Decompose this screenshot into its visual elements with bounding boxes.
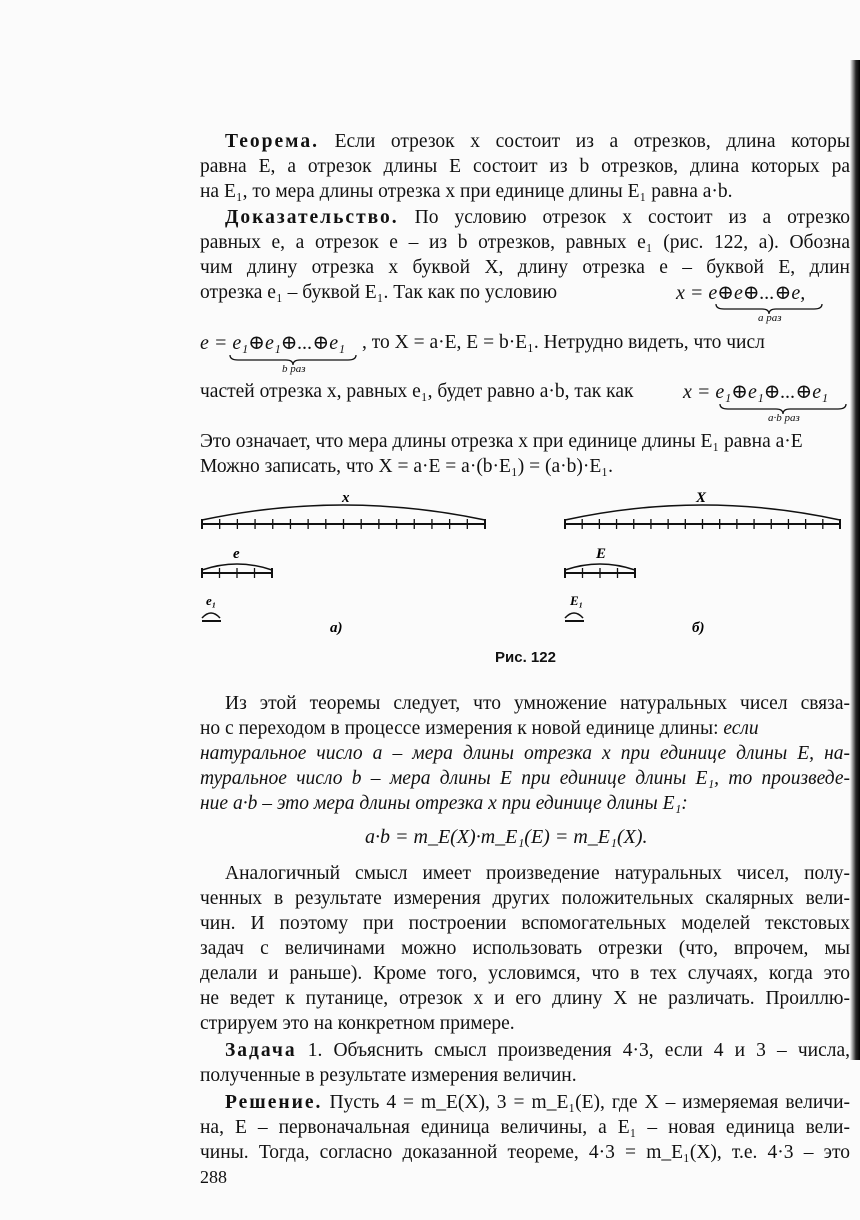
p2-line-5: делали и раньше). Кроме того, условимся, что в тех случаях, когда это <box>200 963 850 984</box>
p2-line-3: чин. И поэтому при построении вспомогательных моделей текстовых <box>200 913 850 934</box>
fig-b-label: б) <box>692 620 705 636</box>
figure-right-part-b <box>565 490 840 621</box>
solution-label: Решение. <box>225 1092 323 1113</box>
p1-line-2: но с переходом в процессе измерения к новой единице длины: если <box>200 718 759 739</box>
figure-caption: Рис. 122 <box>495 649 556 666</box>
theorem-label: Теорема. <box>225 131 319 152</box>
proof-line-1: Доказательство. По условию отрезок x состоит из a отрезко <box>225 207 850 228</box>
formula-e: e = e₁⊕e₁⊕...⊕e₁ <box>200 332 346 354</box>
proof-line-2: равных e, а отрезок e – из b отрезков, равных e₁ (рис. 122, а). Обозна <box>200 232 850 253</box>
fig-a-top-label: x <box>342 490 350 506</box>
p2-line-4: задач с величинами можно использовать отрезки (что, впрочем, мы <box>200 938 850 959</box>
main-formula: a·b = m_E(X)·m_E₁(E) = m_E₁(X). <box>365 826 648 848</box>
fig-b-top-arc <box>565 505 840 520</box>
fig-b-small-label: E₁ <box>570 593 584 608</box>
formula-x2: x = e₁⊕e₁⊕...⊕e₁ <box>683 381 829 403</box>
task-label: Задача <box>225 1040 297 1061</box>
task-line-2: полученные в результате измерения величин. <box>200 1065 577 1086</box>
page-edge-shadow <box>850 60 860 1060</box>
brace-ab-label: a·b раз <box>768 412 800 424</box>
fig-a-small-arc <box>202 613 220 618</box>
p2-line-7: стрируем это на конкретном примере. <box>200 1013 515 1034</box>
p1-line-4: туральное число b – мера длины E при единице длины E₁, то произведе- <box>200 768 850 789</box>
proof-line-6: частей отрезка x, равных e₁, будет равно a·b, так как <box>200 381 634 402</box>
brace-a-label: a раз <box>758 312 782 324</box>
proof-line-8: Можно записать, что X = a·E = a·(b·E₁) = (a·b)·E₁. <box>200 456 613 477</box>
p2-line-1: Аналогичный смысл имеет произведение натуральных чисел, полу- <box>225 863 850 884</box>
figure-left-part-a <box>202 490 485 621</box>
p2-line-6: не ведет к путанице, отрезок x и его длину X не различать. Проиллю- <box>200 988 850 1009</box>
solution-line-2: на, E – первоначальная единица величины, а E₁ – новая единица вели- <box>200 1117 850 1138</box>
proof-line-3: чим длину отрезка x буквой X, длину отрезка e – буквой E, длин <box>200 257 850 278</box>
theorem-line-3: на E₁, то мера длины отрезка x при единице длины E₁ равна a·b. <box>200 181 733 202</box>
proof-line-4: отрезка e₁ – буквой E₁. Так как по условию <box>200 282 558 303</box>
proof-line-7: Это означает, что мера длины отрезка x при единице длины E₁ равна a·E <box>200 431 803 452</box>
fig-a-mid-label: e <box>233 546 240 562</box>
fig-b-mid-label: E <box>596 546 607 562</box>
fig-b-top-label: X <box>696 490 707 506</box>
brace-b-label: b раз <box>282 363 306 375</box>
figure-122 <box>200 490 840 650</box>
p1-line-5: ние a·b – это мера длины отрезка x при единице длины E₁: <box>200 793 688 814</box>
p1-line-1: Из этой теоремы следует, что умножение натуральных чисел связа- <box>225 693 850 714</box>
fig-a-label: а) <box>330 620 343 636</box>
formula-x: x = e⊕e⊕...⊕e, <box>676 282 806 304</box>
solution-line-3: чины. Тогда, согласно доказанной теореме, 4·3 = m_E₁(X), т.е. 4·3 – это <box>200 1142 850 1163</box>
page-number: 288 <box>200 1167 227 1187</box>
solution-line-1: Решение. Пусть 4 = m_E(X), 3 = m_E₁(E), где X – измеряемая величи- <box>225 1092 850 1113</box>
fig-a-small-label: e₁ <box>206 593 217 608</box>
fig-b-small-arc <box>565 613 583 618</box>
p2-line-2: ченных в результате измерения других положительных скалярных вели- <box>200 888 850 909</box>
theorem-line-2: равна E, а отрезок длины E состоит из b отрезков, длина которых ра <box>200 156 850 177</box>
proof-line-5: , то X = a·E, E = b·E₁. Нетрудно видеть, что числ <box>362 332 765 353</box>
fig-a-top-arc <box>202 505 485 520</box>
proof-label: Доказательство. <box>225 207 399 228</box>
theorem-line-1: Теорема. Если отрезок x состоит из a отрезков, длина которы <box>225 131 850 152</box>
p1-line-3: натуральное число a – мера длины отрезка x при единице длины E, на- <box>200 743 850 764</box>
task-line-1: Задача 1. Объяснить смысл произведения 4·3, если 4 и 3 – числа, <box>225 1040 850 1061</box>
